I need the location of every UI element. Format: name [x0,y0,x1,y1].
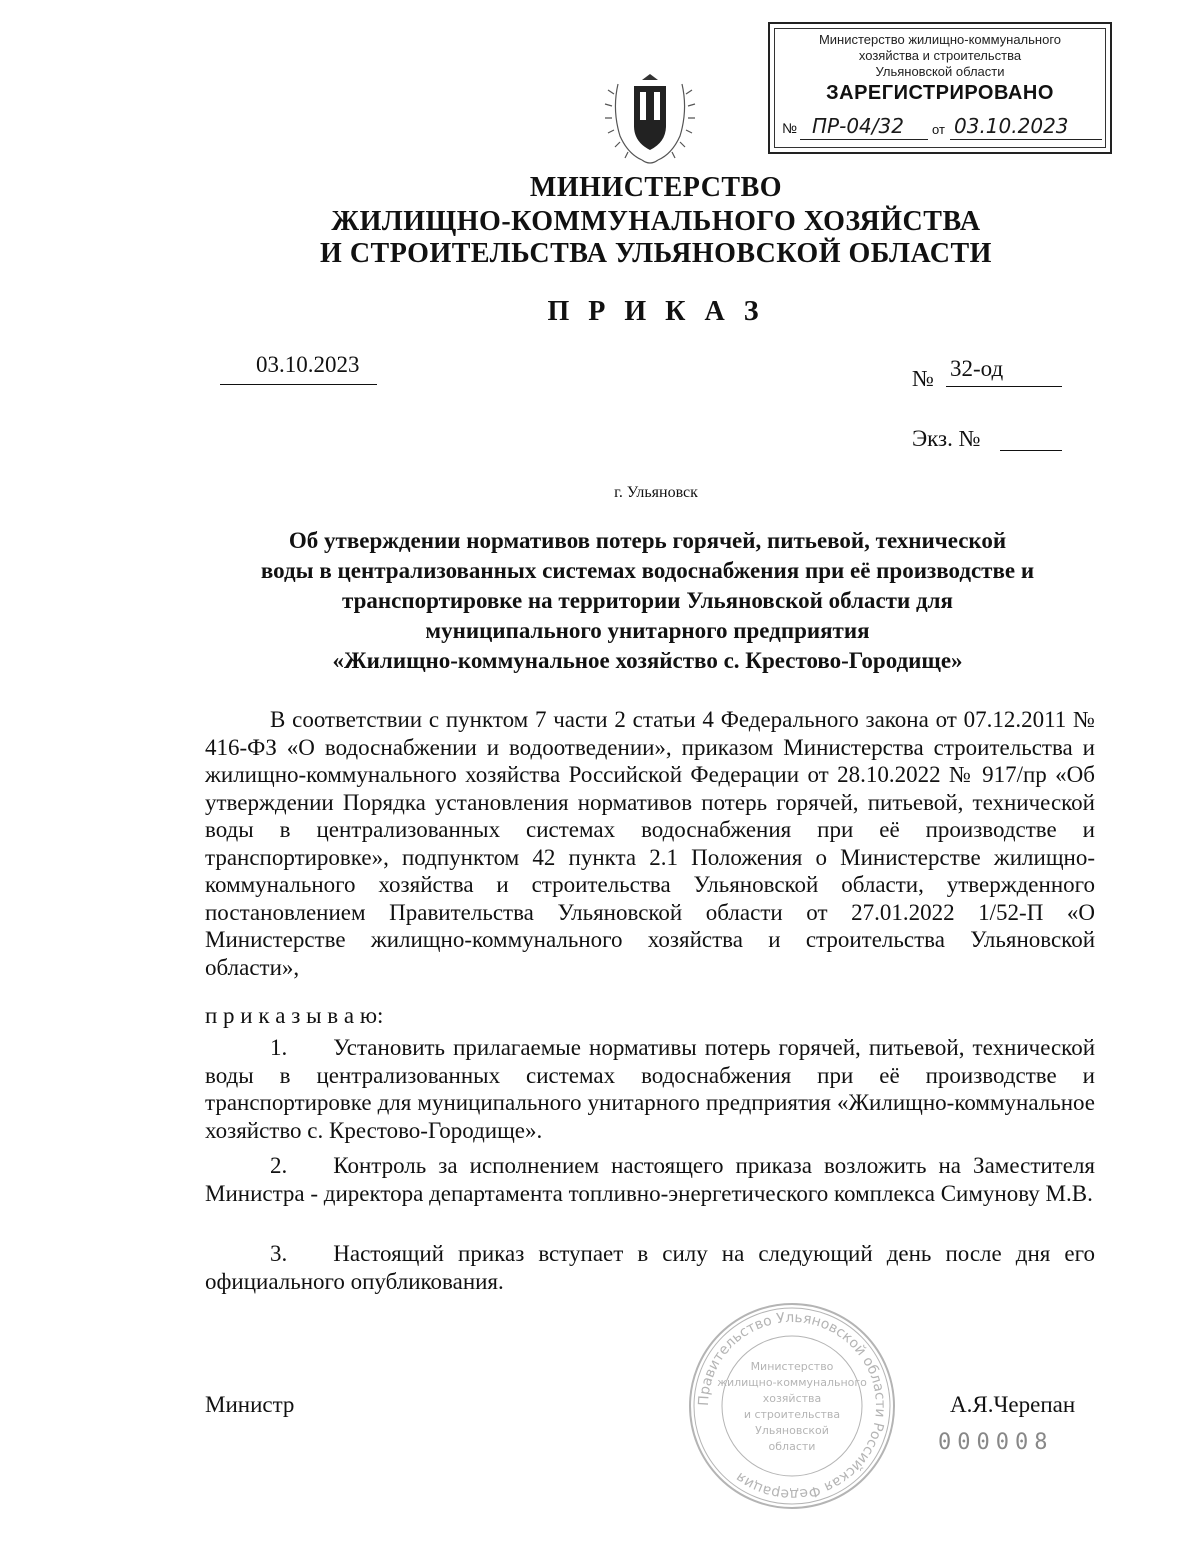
order-item-3 [205,1240,1095,1295]
item-text: Установить прилагаемые нормативы потерь горячей, питьевой, технической воды в централизованных системах водоснабжения при её производстве и транспортировке для муниципального унитарного предприятия «Жилищно-коммунальное хозяйство с. Крестово-Городище». [205,1035,1095,1143]
order-number-underline [946,386,1062,387]
order-item-2 [205,1152,1095,1207]
order-number-label: № [912,366,934,391]
item-text: Настоящий приказ вступает в силу на следующий день после дня его официального опубликования. [205,1241,1095,1294]
order-item-1 [205,1034,1095,1144]
order-date-underline [220,384,377,385]
item-text: Контроль за исполнением настоящего приказа возложить на Заместителя Министра - директора департамента топливно-энергетического комплекса Симунову М.В. [205,1153,1095,1206]
document-type: П Р И К А З [547,296,765,327]
stamp-date-underline [950,139,1102,140]
ministry-header-line-1: МИНИСТЕРСТВО [529,172,783,203]
seal-center-line-2: жилищно-коммунального [717,1376,867,1389]
city: г. Ульяновск [614,484,698,501]
signatory-position: Министр [205,1392,295,1417]
item-number: 3. [270,1241,288,1266]
seal-ring-text-path: Правительство Ульяновской области Российская Федерация [695,1309,889,1503]
stamp-number-prefix: № [782,120,798,136]
item-number: 2. [270,1153,288,1178]
official-seal [686,1300,898,1512]
copy-number-underline [1000,450,1062,451]
title-line-4: муниципального унитарного предприятия [425,618,870,643]
title-line-5: «Жилищно-коммунальное хозяйство с. Крестово-Городище» [332,648,963,673]
order-word: п р и к а з ы в а ю: [205,1003,384,1028]
stamp-org-line-2: хозяйства и строительства [858,48,1022,63]
order-number: 32-од [950,356,1004,381]
title-line-2: воды в централизованных системах водоснабжения при её производстве и [260,558,1035,583]
seal-center-line-5: Ульяновской [755,1424,829,1437]
seal-ring-text [696,1310,888,1502]
order-date: 03.10.2023 [256,352,360,377]
stamp-status: ЗАРЕГИСТРИРОВАНО [826,82,1054,104]
ministry-header-line-3: И СТРОИТЕЛЬСТВА УЛЬЯНОВСКОЙ ОБЛАСТИ [320,238,992,269]
title-line-3: транспортировке на территории Ульяновской области для [342,588,953,613]
preamble-paragraph: В соответствии с пунктом 7 части 2 статьи 4 Федерального закона от 07.12.2011 № 416-ФЗ «О водоснабжении и водоотведении», приказом Министерства строительства и жилищно-коммунального хозяйства Российской Федерации от 28.10.2022 № 917/пр «Об утверждении Порядка установления нормативов потерь горячей, питьевой, технической воды в централизованных системах водоснабжения при её производстве и транспортировке», подпунктом 42 пункта 2.1 Положения о Министерстве жилищно-коммунального хозяйства и строительства Ульяновской области, утвержденного постановлением Правительства Ульяновской области от 27.01.2022 1/52-П «О Министерстве жилищно-коммунального хозяйства и строительства Ульяновской области», [205,707,1095,980]
signatory-name: А.Я.Черепан [950,1392,1076,1417]
stamp-number-underline [800,139,928,140]
order-title [180,526,1115,676]
seal-center-line-4: и строительства [743,1408,841,1421]
copy-number-label: Экз. № [912,426,981,451]
stamp-org-line-1: Министерство жилищно-коммунального [818,32,1062,47]
seal-center-line-6: области [768,1440,816,1453]
serial-number: 000008 [938,1430,1054,1455]
stamp-org-line-3: Ульяновской области [875,64,1005,79]
title-line-1: Об утверждении нормативов потерь горячей, питьевой, технической [288,528,1007,553]
coat-of-arms-icon [598,70,702,168]
stamp-number: ПР-04/32 [812,114,904,138]
registration-stamp [768,22,1112,154]
stamp-date-prefix: от [932,122,945,137]
stamp-date: 03.10.2023 [954,114,1069,138]
ministry-header-line-2: ЖИЛИЩНО-КОММУНАЛЬНОГО ХОЗЯЙСТВА [331,206,981,237]
seal-center-line-3: хозяйства [762,1392,822,1405]
seal-center-line-1: Министерство [750,1360,834,1373]
item-number: 1. [270,1035,288,1060]
stamp-number-row [778,114,1102,142]
